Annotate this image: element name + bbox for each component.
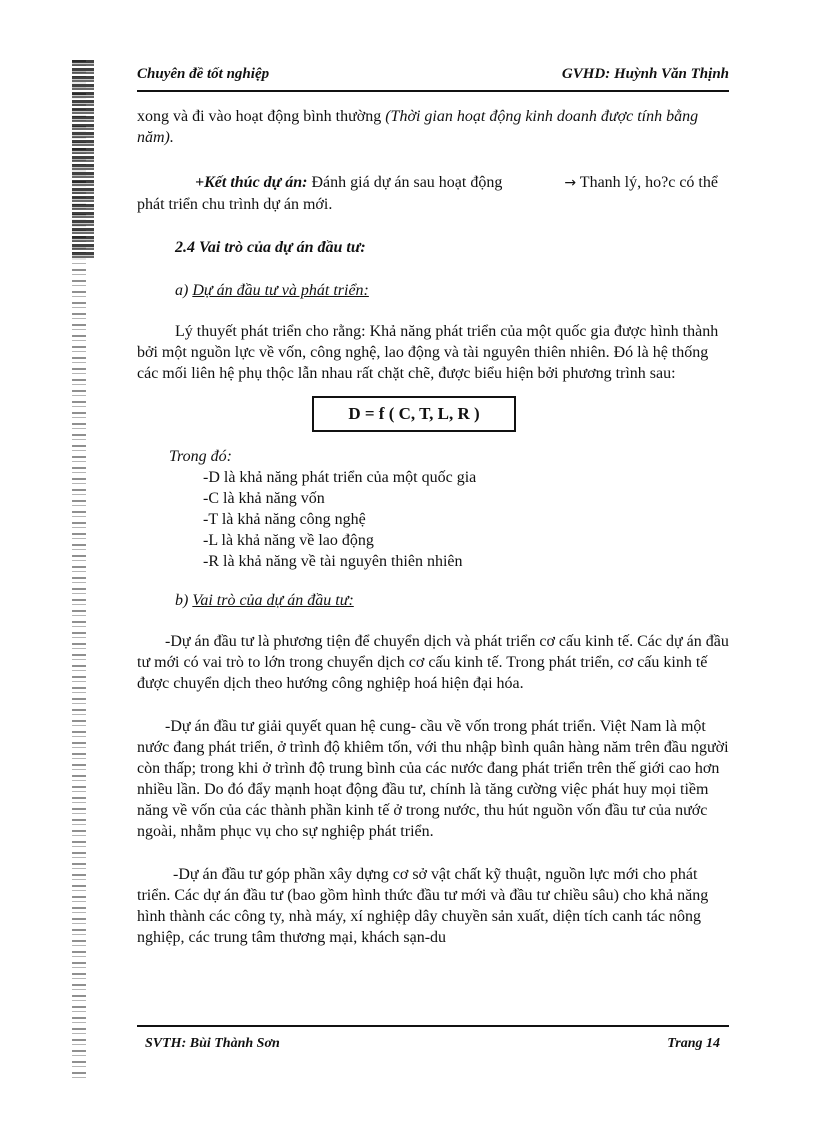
page-header bbox=[137, 62, 729, 88]
header-rule bbox=[137, 90, 729, 92]
role-paragraph: -Dự án đầu tư giải quyết quan hệ cung- cầu về vốn trong phát triển. Việt Nam là một nước đang phát triển, ở trình độ khiêm tốn, với thu nhập bình quân hàng năm trên đầu người còn thấp; trong khi ở trình độ trung bình của các nước đang phát triển trên thế giới cao hơn nhiều lần. Do đó đẩy mạnh hoạt động đầu tư, chính là tăng cường việc phát huy mọi tiềm năng về vốn của các thành phần kinh tế ở trong nước, thu hút nguồn vốn đầu tư của nước ngoài, nhằm phục vụ cho sự nghiệp phát triển. bbox=[137, 718, 729, 840]
formula-box: D = f ( C, T, L, R ) bbox=[312, 396, 516, 432]
definition-list bbox=[203, 467, 729, 572]
theory-paragraph: Lý thuyết phát triển cho rằng: Khả năng phát triển của một quốc gia được hình thành bởi một nguồn lực về vốn, công nghệ, lao động và tài nguyên thiên nhiên. Đó là hệ thống các mối liên hệ phụ thộc lẫn nhau rất chặt chẽ, được biểu hiện bởi phương trình sau: bbox=[137, 323, 719, 382]
subsection-a-prefix: a) bbox=[175, 282, 189, 299]
subsection-b-title bbox=[175, 590, 729, 611]
definition-item: -C là khả năng vốn bbox=[203, 490, 325, 507]
role-paragraph: -Dự án đầu tư là phương tiện để chuyển dịch và phát triển cơ cấu kinh tế. Các dự án đầu tư mới có vai trò to lớn trong chuyển dịch cơ cấu kinh tế. Trong phát triển, cơ cấu kinh tế được chuyển dịch theo hướng công nghiệp hoá hiện đại hóa. bbox=[137, 633, 729, 692]
subsection-b-prefix: b) bbox=[175, 592, 189, 609]
subsection-a-title bbox=[175, 280, 729, 301]
subsection-a-heading: Dự án đầu tư và phát triển: bbox=[192, 282, 369, 299]
section-title: 2.4 Vai trò của dự án đầu tư: bbox=[175, 239, 366, 256]
where-label: Trong đó: bbox=[169, 448, 232, 465]
page-number: Trang 14 bbox=[667, 1036, 720, 1051]
project-end-paragraph bbox=[137, 172, 729, 215]
right-arrow-icon: → bbox=[564, 175, 577, 191]
intro-text: xong và đi vào hoạt động bình thường bbox=[137, 108, 386, 125]
footer-author: SVTH: Bùi Thành Sơn bbox=[145, 1036, 280, 1051]
header-document-title: Chuyên đề tốt nghiệp bbox=[137, 66, 270, 82]
project-end-text-1: Đánh giá dự án sau hoạt động bbox=[307, 174, 507, 191]
role-paragraph: -Dự án đầu tư góp phần xây dựng cơ sở vật chất kỹ thuật, nguồn lực mới cho phát triển. Các dự án đầu tư (bao gồm hình thức đầu tư mới và đầu tư chiều sâu) cho khả năng hình thành các công ty, nhà máy, xí nghiệp dây chuyền sản xuất, diện tích canh tác nông nghiệp, các trung tâm thương mại, khách sạn-du bbox=[137, 866, 709, 946]
project-end-label: +Kết thúc dự án: bbox=[195, 174, 308, 191]
definition-item: -T là khả năng công nghệ bbox=[203, 511, 366, 528]
footer-rule bbox=[137, 1025, 729, 1027]
subsection-b-heading: Vai trò của dự án đầu tư: bbox=[192, 592, 354, 609]
definition-item: -L là khả năng về lao động bbox=[203, 532, 374, 549]
definition-item: -D là khả năng phát triển của một quốc gia bbox=[203, 469, 477, 486]
project-end-text-2: Thanh lý, ho?c có thể phát triển chu trình dự án mới. bbox=[137, 174, 718, 213]
page-body bbox=[137, 106, 729, 948]
intro-italic-note: (Thời gian hoạt động kinh doanh được tính bằng năm). bbox=[137, 108, 699, 146]
scan-margin-artifact-top bbox=[72, 60, 94, 260]
page-footer bbox=[145, 1034, 720, 1058]
intro-paragraph bbox=[137, 106, 729, 148]
header-advisor: GVHD: Huỳnh Văn Thịnh bbox=[561, 66, 729, 82]
definition-item: -R là khả năng về tài nguyên thiên nhiên bbox=[203, 553, 463, 570]
